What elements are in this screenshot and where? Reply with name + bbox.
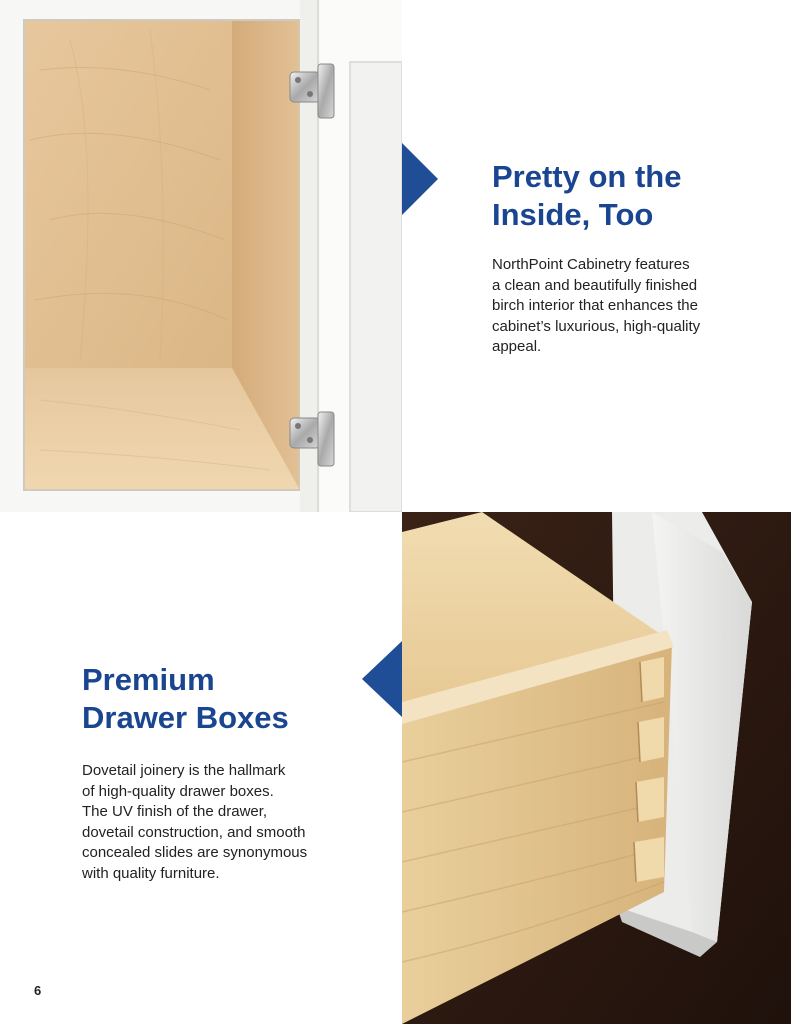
triangle-right-icon xyxy=(402,143,438,215)
body-line: Dovetail joinery is the hallmark xyxy=(82,762,286,779)
heading-line: Pretty on the xyxy=(492,159,682,194)
body-line: with quality furniture. xyxy=(82,864,220,882)
section-heading xyxy=(492,158,772,234)
section-body xyxy=(82,761,352,884)
section-heading xyxy=(82,661,352,737)
body-line: dovetail construction, and smooth xyxy=(82,823,306,841)
heading-line: Premium xyxy=(82,662,215,697)
heading-line: Drawer Boxes xyxy=(82,700,289,735)
heading-line: Inside, Too xyxy=(492,197,654,232)
body-line: concealed slides are synonymous xyxy=(82,844,308,861)
body-line: of high-quality drawer boxes. xyxy=(82,782,274,800)
body-line: NorthPoint Cabinetry features xyxy=(492,256,690,273)
body-line: cabinet’s luxurious, high-quality xyxy=(492,317,701,335)
cabinet-interior-photo xyxy=(0,0,402,512)
body-line: birch interior that enhances the xyxy=(492,297,698,314)
section-premium-drawer-boxes xyxy=(82,661,352,884)
section-pretty-inside xyxy=(492,158,772,358)
page-number: 6 xyxy=(34,983,42,998)
drawer-box-photo xyxy=(402,512,791,1024)
body-line: The UV finish of the drawer, xyxy=(82,803,268,820)
section-body xyxy=(492,255,772,358)
body-line: appeal. xyxy=(492,338,542,355)
triangle-left-icon xyxy=(362,641,402,717)
body-line: a clean and beautifully finished xyxy=(492,276,698,294)
